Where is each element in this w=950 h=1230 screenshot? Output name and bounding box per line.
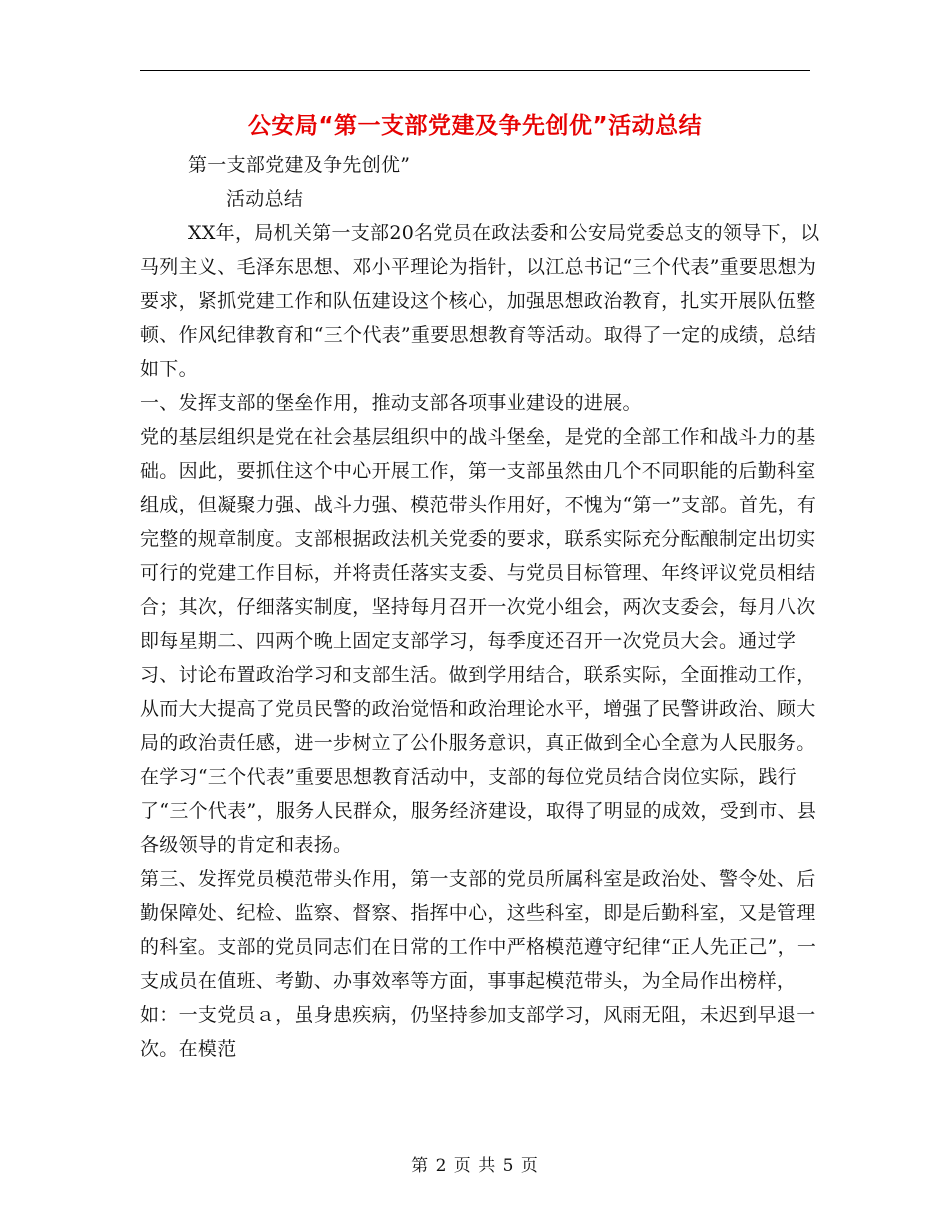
paragraph-intro: XX年，局机关第一支部20名党员在政法委和公安局党委总支的领导下，以马列主义、毛泽东思想、邓小平理论为指针，以江总书记“三个代表”重要思想为要求，紧抓党建工作和队伍建设这个核心，加强思想政治教育，扎实开展队伍整顿、作风纪律教育和“三个代表”重要思想教育等活动。取得了一定的成绩，总结如下。 xyxy=(140,222,820,380)
document-body xyxy=(140,148,820,1066)
subtitle-line-2: 活动总结 xyxy=(226,188,304,210)
section-heading-1: 一、发挥支部的堡垒作用，推动支部各项事业建设的进展。 xyxy=(140,392,642,414)
paragraph-section-1: 党的基层组织是党在社会基层组织中的战斗堡垒，是党的全部工作和战斗力的基础。因此，要抓住这个中心开展工作，第一支部虽然由几个不同职能的后勤科室组成，但凝聚力强、战斗力强、模范带头作用好，不愧为“第一”支部。首先，有完整的规章制度。支部根据政法机关党委的要求，联系实际充分酝酿制定出切实可行的党建工作目标，并将责任落实支委、与党员目标管理、年终评议党员相结合；其次，仔细落实制度，坚持每月召开一次党小组会，两次支委会，每月八次即每星期二、四两个晚上固定支部学习，每季度还召开一次党员大会。通过学习、讨论布置政治学习和支部生活。做到学用结合，联系实际，全面推动工作，从而大大提高了党员民警的政治觉悟和政治理论水平，增强了民警讲政治、顾大局的政治责任感，进一步树立了公仆服务意识，真正做到全心全意为人民服务。在学习“三个代表”重要思想教育活动中，支部的每位党员结合岗位实际，践行了“三个代表”，服务人民群众，服务经济建设，取得了明显的成效，受到市、县各级领导的肯定和表扬。 xyxy=(140,426,817,856)
document-title: 公安局“第一支部党建及争先创优”活动总结 xyxy=(247,113,703,139)
page-number: 第 2 页 共 5 页 xyxy=(411,1156,539,1176)
paragraph-section-3: 第三、发挥党员模范带头作用，第一支部的党员所属科室是政治处、警令处、后勤保障处、纪检、监察、督察、指挥中心，这些科室，即是后勤科室，又是管理的科室。支部的党员同志们在日常的工作中严格模范遵守纪律“正人先正己”，一支成员在值班、考勤、办事效率等方面，事事起模范带头，为全局作出榜样，如：一支党员ａ，虽身患疾病，仍坚持参加支部学习，风雨无阻，未迟到早退一次。在模范 xyxy=(140,868,817,1060)
header-rule xyxy=(140,70,810,71)
subtitle-line-1: 第一支部党建及争先创优” xyxy=(188,154,411,176)
